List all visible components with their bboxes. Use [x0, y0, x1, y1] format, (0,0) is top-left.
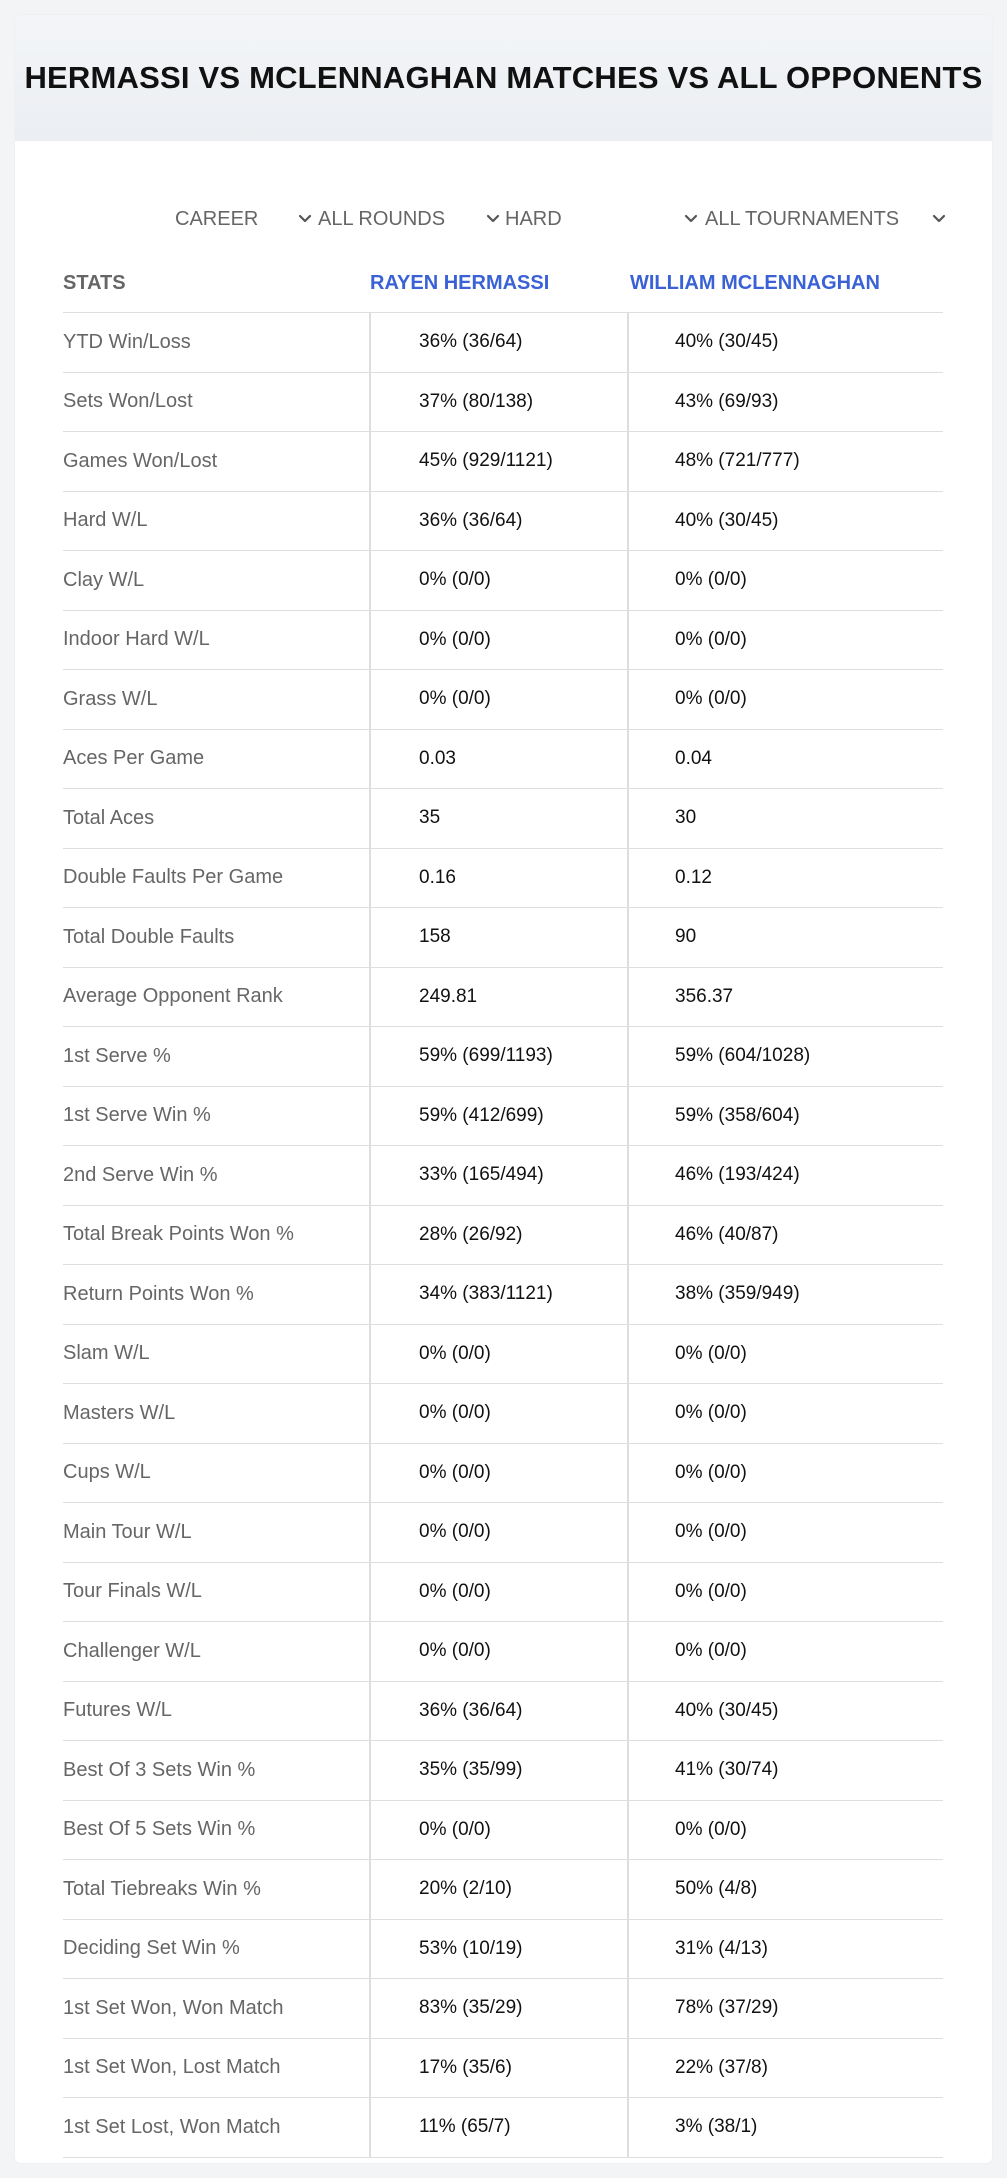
- stat-label: Hard W/L: [63, 492, 371, 551]
- player-b-value: 0% (0/0): [675, 1342, 747, 1364]
- table-row: [63, 1562, 943, 1622]
- player-b-value: 0% (0/0): [675, 1640, 747, 1662]
- stat-label: Cups W/L: [63, 1444, 371, 1503]
- table-row: [63, 1740, 943, 1800]
- player-a-value: 28% (26/92): [371, 1206, 629, 1265]
- stat-label: Best Of 3 Sets Win %: [63, 1741, 371, 1800]
- stats-table: [63, 312, 943, 2158]
- player-b-value: 46% (40/87): [675, 1223, 779, 1245]
- player-b-value: 46% (193/424): [675, 1164, 800, 1186]
- stat-label: Masters W/L: [63, 1384, 371, 1443]
- stat-label: Double Faults Per Game: [63, 849, 371, 908]
- stat-label: Main Tour W/L: [63, 1503, 371, 1562]
- stat-label: Slam W/L: [63, 1325, 371, 1384]
- table-row: [63, 1681, 943, 1741]
- table-row: [63, 1800, 943, 1860]
- player-a-value: 0% (0/0): [371, 1801, 629, 1860]
- stat-label: Return Points Won %: [63, 1265, 371, 1324]
- table-row: [63, 1919, 943, 1979]
- table-row: [63, 967, 943, 1027]
- player-a-value: 20% (2/10): [371, 1860, 629, 1919]
- filter-bar: [15, 191, 992, 251]
- player-a-value: 83% (35/29): [371, 1979, 629, 2038]
- player-b-value: 0% (0/0): [675, 688, 747, 710]
- player-b-link[interactable]: WILLIAM MCLENNAGHAN: [630, 271, 880, 294]
- player-b-value: 41% (30/74): [675, 1759, 779, 1781]
- chevron-down-icon: [295, 209, 315, 229]
- stat-label: 1st Set Won, Lost Match: [63, 2039, 371, 2098]
- player-b-value: 59% (358/604): [675, 1104, 800, 1126]
- player-b-value: 59% (604/1028): [675, 1045, 811, 1067]
- player-b-value: 3% (38/1): [675, 2116, 758, 2138]
- comparison-card: [15, 15, 992, 2163]
- stat-label: Challenger W/L: [63, 1622, 371, 1681]
- player-a-value: 0% (0/0): [371, 1563, 629, 1622]
- table-row: [63, 907, 943, 967]
- player-b-value: 40% (30/45): [675, 509, 779, 531]
- player-a-value: 0% (0/0): [371, 1444, 629, 1503]
- player-a-value: 35% (35/99): [371, 1741, 629, 1800]
- stat-label: Indoor Hard W/L: [63, 611, 371, 670]
- player-a-value: 11% (65/7): [371, 2098, 629, 2157]
- player-a-value: 0% (0/0): [371, 1325, 629, 1384]
- stat-label: 1st Set Won, Won Match: [63, 1979, 371, 2038]
- player-b-value: 30: [675, 807, 697, 829]
- player-b-value: 43% (69/93): [675, 390, 779, 412]
- stat-label: Total Break Points Won %: [63, 1206, 371, 1265]
- table-row: [63, 372, 943, 432]
- player-a-value: 249.81: [371, 968, 629, 1027]
- player-a-value: 59% (699/1193): [371, 1027, 629, 1086]
- player-a-value: 59% (412/699): [371, 1087, 629, 1146]
- player-a-value: 36% (36/64): [371, 313, 629, 372]
- stat-label: Average Opponent Rank: [63, 968, 371, 1027]
- player-a-value: 0% (0/0): [371, 670, 629, 729]
- player-b-value: 78% (37/29): [675, 1997, 779, 2019]
- stat-label: Sets Won/Lost: [63, 373, 371, 432]
- surface-select-label: HARD: [505, 207, 562, 230]
- player-b-value: 0% (0/0): [675, 1580, 747, 1602]
- player-b-value: 0% (0/0): [675, 628, 747, 650]
- tournaments-select[interactable]: [705, 191, 949, 247]
- chevron-down-icon: [483, 209, 503, 229]
- table-row: [63, 669, 943, 729]
- stat-label: YTD Win/Loss: [63, 313, 371, 372]
- player-b-value: 50% (4/8): [675, 1878, 758, 1900]
- table-row: [63, 1205, 943, 1265]
- table-row: [63, 1264, 943, 1324]
- career-select-label: CAREER: [175, 207, 259, 230]
- table-row: [63, 1026, 943, 1086]
- table-row: [63, 1859, 943, 1919]
- stat-label: Total Tiebreaks Win %: [63, 1860, 371, 1919]
- player-a-value: 33% (165/494): [371, 1146, 629, 1205]
- player-b-value: 0% (0/0): [675, 1461, 747, 1483]
- player-b-value: 0% (0/0): [675, 1402, 747, 1424]
- table-row: [63, 312, 943, 372]
- player-a-value: 34% (383/1121): [371, 1265, 629, 1324]
- player-b-value: 38% (359/949): [675, 1283, 800, 1305]
- player-a-value: 36% (36/64): [371, 492, 629, 551]
- table-row: [63, 2038, 943, 2098]
- stat-label: Clay W/L: [63, 551, 371, 610]
- stat-label: Best Of 5 Sets Win %: [63, 1801, 371, 1860]
- stat-label: 1st Serve %: [63, 1027, 371, 1086]
- table-row: [63, 610, 943, 670]
- player-b-value: 40% (30/45): [675, 331, 779, 353]
- player-a-value: 37% (80/138): [371, 373, 629, 432]
- player-b-value: 0% (0/0): [675, 1818, 747, 1840]
- table-row: [63, 1086, 943, 1146]
- table-row: [63, 729, 943, 789]
- tournaments-select-label: ALL TOURNAMENTS: [705, 207, 900, 230]
- player-a-value: 45% (929/1121): [371, 432, 629, 491]
- table-row: [63, 1145, 943, 1205]
- stat-label: 1st Serve Win %: [63, 1087, 371, 1146]
- player-b-value: 31% (4/13): [675, 1937, 768, 1959]
- player-a-value: 0% (0/0): [371, 1384, 629, 1443]
- player-a-value: 0% (0/0): [371, 611, 629, 670]
- stat-label: Futures W/L: [63, 1682, 371, 1741]
- player-a-value: 0.16: [371, 849, 629, 908]
- player-a-value: 0% (0/0): [371, 1622, 629, 1681]
- stat-label: Total Double Faults: [63, 908, 371, 967]
- player-a-value: 0.03: [371, 730, 629, 789]
- stat-label: 1st Set Lost, Won Match: [63, 2098, 371, 2157]
- table-row: [63, 491, 943, 551]
- player-a-value: 35: [371, 789, 629, 848]
- chevron-down-icon: [681, 209, 701, 229]
- player-b-value: 0.12: [675, 866, 712, 888]
- table-row: [63, 1383, 943, 1443]
- page-header: [15, 15, 992, 141]
- player-a-value: 36% (36/64): [371, 1682, 629, 1741]
- player-a-link[interactable]: RAYEN HERMASSI: [370, 271, 550, 294]
- player-b-value: 90: [675, 926, 697, 948]
- rounds-select-label: ALL ROUNDS: [318, 207, 446, 230]
- table-row: [63, 2097, 943, 2158]
- stat-label: 2nd Serve Win %: [63, 1146, 371, 1205]
- career-select[interactable]: [175, 191, 315, 247]
- chevron-down-icon: [929, 209, 949, 229]
- table-row: [63, 550, 943, 610]
- player-b-value: 0% (0/0): [675, 569, 747, 591]
- stat-label: Deciding Set Win %: [63, 1920, 371, 1979]
- player-b-value: 0% (0/0): [675, 1521, 747, 1543]
- player-a-value: 0% (0/0): [371, 551, 629, 610]
- player-b-value: 48% (721/777): [675, 450, 800, 472]
- player-b-value: 40% (30/45): [675, 1699, 779, 1721]
- table-row: [63, 848, 943, 908]
- table-row: [63, 431, 943, 491]
- rounds-select[interactable]: [318, 191, 503, 247]
- player-a-value: 53% (10/19): [371, 1920, 629, 1979]
- page-title: HERMASSI VS MCLENNAGHAN MATCHES VS ALL OPPONENTS: [24, 60, 983, 95]
- stat-label: Total Aces: [63, 789, 371, 848]
- player-a-value: 17% (35/6): [371, 2039, 629, 2098]
- stat-label: Tour Finals W/L: [63, 1563, 371, 1622]
- table-row: [63, 1502, 943, 1562]
- stats-column-header: STATS: [63, 271, 126, 294]
- table-row: [63, 1621, 943, 1681]
- player-b-value: 0.04: [675, 747, 712, 769]
- table-row: [63, 1978, 943, 2038]
- table-row: [63, 1443, 943, 1503]
- player-a-value: 0% (0/0): [371, 1503, 629, 1562]
- stat-label: Games Won/Lost: [63, 432, 371, 491]
- stat-label: Aces Per Game: [63, 730, 371, 789]
- player-b-value: 22% (37/8): [675, 2056, 768, 2078]
- stat-label: Grass W/L: [63, 670, 371, 729]
- player-b-value: 356.37: [675, 985, 734, 1007]
- table-row: [63, 1324, 943, 1384]
- player-a-value: 158: [371, 908, 629, 967]
- table-row: [63, 788, 943, 848]
- surface-select[interactable]: [505, 191, 701, 247]
